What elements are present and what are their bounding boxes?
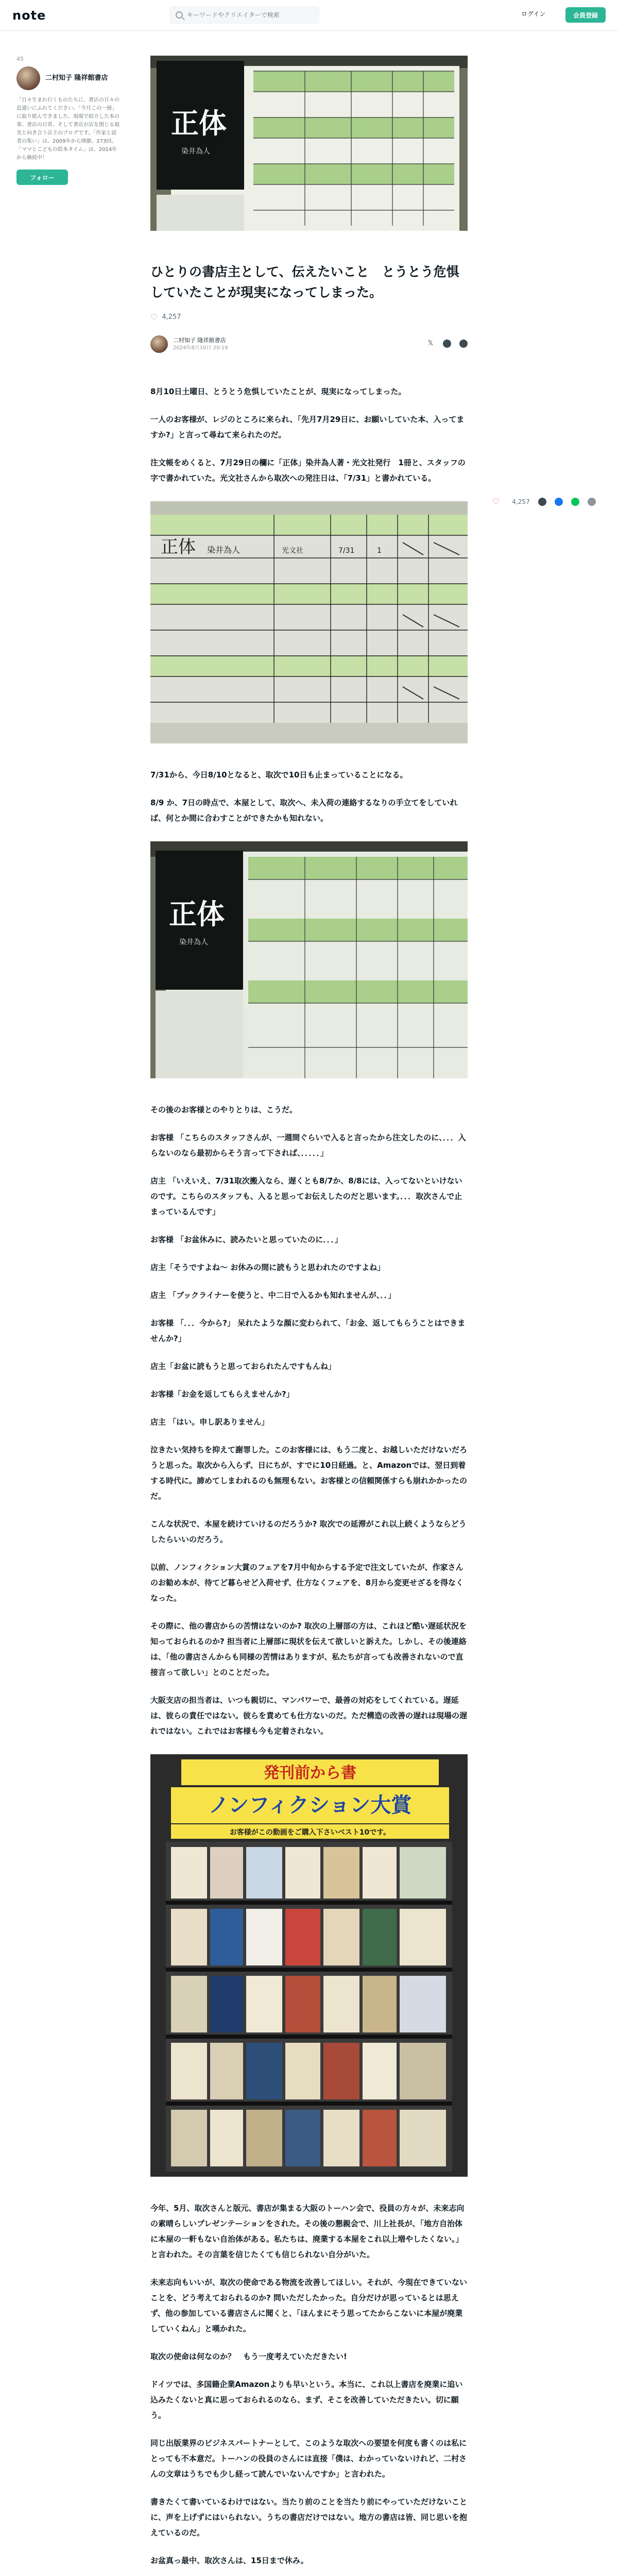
more-icon[interactable] [459, 340, 468, 348]
site-header [0, 0, 618, 31]
paragraph: 店主「そうですよね～ お休みの間に読もうと思われたのですよね」 [150, 1263, 385, 1272]
paragraph: こんな状況で、本屋を続けていけるのだろうか? 取次での延滞がこれ以上続くようならどうしたらいいのだろう。 [150, 1519, 467, 1544]
floating-actions [492, 497, 596, 506]
like-count-row [150, 312, 468, 322]
book-image [150, 841, 468, 1083]
paragraph: 店主 「ブックライナーを使うと、中二日で入るかも知れませんが、．．」 [150, 1291, 396, 1300]
login-link[interactable]: ログイン [521, 10, 546, 18]
fair-shelf-image [150, 1754, 468, 2182]
search-box[interactable] [170, 6, 319, 24]
book-photo-author: 染井為人 [179, 938, 208, 946]
paragraph: 以前、ノンフィクション大賞のフェアを7月中旬からする予定で注文していたが、作家さんのお勧め本が、待てど暮らせど入荷せず、仕方なくフェアを、8月から変更せざるを得なくなった。 [150, 1563, 464, 1603]
paragraph: 今年、5月、取次さんと版元、書店が集まる大阪のトーハン会で、役員の方々が、未来志向の素晴らしいプレゼンテーションをされた。その後の懇親会で、川上社長が、「地方自治体に本屋の一軒もない自治体がある。私たちは、廃業する本屋をこれ以上増やしたくない。」と言われた。その言葉を信じたくても信じられない自分がいた。 [150, 2204, 465, 2259]
side-like-count: 4,257 [512, 498, 530, 505]
facebook-share-icon[interactable] [555, 498, 563, 506]
article [150, 56, 468, 2576]
hero-image [150, 56, 468, 231]
paragraph: お客様 「お盆休みに、読みたいと思っていたのに．．．」 [150, 1235, 342, 1244]
paragraph: お盆真っ最中、取次さんは、15日まで休み。 [150, 2556, 308, 2565]
ledger-book-title: 正体 [161, 537, 196, 557]
paragraph: 店主「お盆に読もうと思っておられたんですもんね」 [150, 1362, 336, 1371]
line-share-icon[interactable] [571, 498, 579, 506]
ledger-image [150, 501, 468, 749]
ledger-author: 染井為人 [207, 545, 241, 555]
ledger-date: 7/31 [338, 547, 355, 555]
fair-banner-top: 発刊前から書 [264, 1764, 356, 1782]
paragraph: 一人のお客様が、レジのところに来られ、「先月7月29日に、お願いしていた本、入ってますか?」と言って尋ねて来られたのだ。 [150, 415, 465, 439]
hero-book-author: 染井為人 [181, 147, 210, 156]
facebook-icon[interactable] [443, 340, 451, 348]
author-name[interactable]: 二村知子 隆祥館書店 [173, 337, 226, 344]
more-options-icon[interactable] [588, 498, 596, 506]
like-count: 4,257 [162, 313, 181, 321]
creator-profile [16, 56, 119, 185]
paragraph: お客様「お金を返してもらえませんか?」 [150, 1389, 294, 1399]
author-row [150, 335, 468, 353]
paragraph: 大阪支店の担当者は、いつも親切に、マンパワーで、最善の対応をしてくれている。遅延は、彼らの責任ではない。彼らを責めても仕方ないのだ。ただ構造の改善の遅れは現場の遅れではない。これではお客様も今も定着されない。 [150, 1696, 468, 1736]
article-body [150, 384, 468, 2576]
creator-bio: 「日々生まれ行くものたちに、書店の日々の息遣いにふれてください。「今月この一冊」に取り組んできました。現場で紹介した本の事、書店の日常、そして書店が店を閉じる現実と向き合う店主のブログです。「作家と読者の集い」は、2009年から開催、273回。「ママとこどもの絵本タイム」は、2014年から継続中！ [16, 97, 119, 161]
paragraph: お客様 「こちらのスタッフさんが、一週間ぐらいで入ると言ったから注文したのに、．．．入らないのなら最初からそう言って下されば、．．．．．」 [150, 1133, 466, 1158]
paragraph: 注文帳をめくると、7月29日の欄に「正体」染井為人著・光文社発行 1冊と、スタッフの字で書かれていた。光文社さんから取次への発注日は、「7/31」と書かれている。 [150, 458, 466, 483]
paragraph: ドイツでは、多国籍企業Amazonよりも早いという。本当に、これ以上書店を廃業に追い込みたくないと真に思っておられるのなら、まず、そこを改善していただきたい。切に願う。 [150, 2380, 463, 2420]
search-input[interactable] [187, 11, 311, 19]
paragraph: 同じ出版業界のビジネスパートナーとして、このような取次への要望を何度も書くのは私にとっても不本意だ。トーハンの役員のさんには直接「僕は、わかっていないけれど、二村さんの文章はうちでも少し経って読んでいないんですか」と言われた。 [150, 2438, 467, 2479]
search-icon [176, 11, 183, 19]
hero-book-title: 正体 [171, 107, 227, 140]
paragraph: 泣きたい気持ちを抑えて謝罪した。このお客様には、もう二度と、お越しいただけないだろうと思った。取次から入らず、日にちが、すでに10日経過。と、Amazonでは、翌日到着する時代に。諦めてしまわれるのも無理もない。お客様との信頼関係すらも崩れかかったのだ。 [150, 1445, 468, 1501]
author-avatar[interactable] [150, 335, 168, 353]
publish-date: 2024年8月10日 20:19 [173, 345, 228, 351]
paragraph: 店主 「はい。申し訳ありません」 [150, 1417, 269, 1427]
paragraph: その際に、他の書店からの苦情はないのか? 取次の上層部の方は、これほど酷い遅延状況を知っておられるのか? 担当者に上層部に現状を伝えて欲しいと訴えた。しかし、その後連絡は、「他の書店さんからも同様の苦情はありますが、私たちが言っても改善されないので直接言って欲しい」とのことだった。 [150, 1621, 467, 1677]
follow-label: フォロー [30, 174, 55, 181]
ledger-photo [150, 501, 468, 743]
book-photo [150, 841, 468, 1078]
like-heart-icon[interactable]: ♡ [492, 497, 500, 506]
hero-photo [150, 56, 468, 231]
ledger-publisher: 光文社 [282, 547, 303, 555]
paragraph: 取次の使命は何なのか？ もう一度考えていただきたい! [150, 2352, 347, 2361]
heart-icon[interactable]: ♡ [150, 312, 158, 322]
paragraph: 8/9 か、7日の時点で、本屋として、取次へ、未入荷の連絡するなりの手立てをしていれば、何とか間に合わすことができたかも知れない。 [150, 798, 458, 823]
book-photo-title: 正体 [169, 897, 225, 930]
paragraph: 7/31から、今日8/10となると、取次で10日も止まっていることになる。 [150, 770, 408, 779]
fair-banner-sub: お客様がこの動画をご購入下さいベスト10です。 [229, 1828, 391, 1837]
note-logo[interactable]: note [12, 8, 46, 23]
paragraph: 未来志向もいいが、取次の使命である物流を改善してほしい。それが、今現在できていないことを、どう考えておられるのか? 問いただしたかった。自分だけが思っているとは思えず、他の参加している書店さんに聞くと、「ほんまにそう思ってたからこないに本屋が廃業していくねん」と嘆かれた。 [150, 2278, 468, 2333]
avatar[interactable] [16, 66, 40, 90]
article-title: ひとりの書店主として、伝えたいこと とうとう危惧していたことが現実になってしまった。 [150, 264, 459, 300]
x-share-icon[interactable]: 𝕏 [427, 340, 434, 347]
creator-name[interactable]: 二村知子 隆祥館書店 [45, 74, 108, 82]
paragraph: 書きたくて書いているわけではない。当たり前のことを当たり前にやっていただけないことに、声を上げずにはいられない。うちの書店だけではない。地方の書店は皆、同じ思いを抱えているのだ。 [150, 2497, 468, 2537]
paragraph: お客様 「．．．今から?」 呆れたような顔に変わられて、「お金、返してもらうことはできませんか?」 [150, 1318, 466, 1343]
paragraph: 店主 「いえいえ、7/31取次搬入なら、遅くとも8/7か、8/8には、入ってないといけないのです。こちらのスタッフも、入ると思ってお伝えしたのだと思います。．．．取次さんで止まっているんです」 [150, 1176, 462, 1216]
fair-banner-title: ノンフィクション大賞 [208, 1793, 412, 1817]
signup-button[interactable]: 会員登録 [565, 7, 606, 23]
ledger-qty: 1 [377, 547, 382, 555]
paragraph: 8月10日土曜日、とうとう危惧していたことが、現実になってしまった。 [150, 387, 406, 396]
share-icons [426, 340, 468, 348]
paragraph: その後のお客様とのやりとりは、こうだ。 [150, 1105, 298, 1114]
follow-button[interactable] [16, 170, 68, 185]
fair-shelf-photo [150, 1754, 468, 2177]
creator-count: 45 [16, 56, 24, 62]
x-share-icon[interactable] [538, 498, 546, 506]
